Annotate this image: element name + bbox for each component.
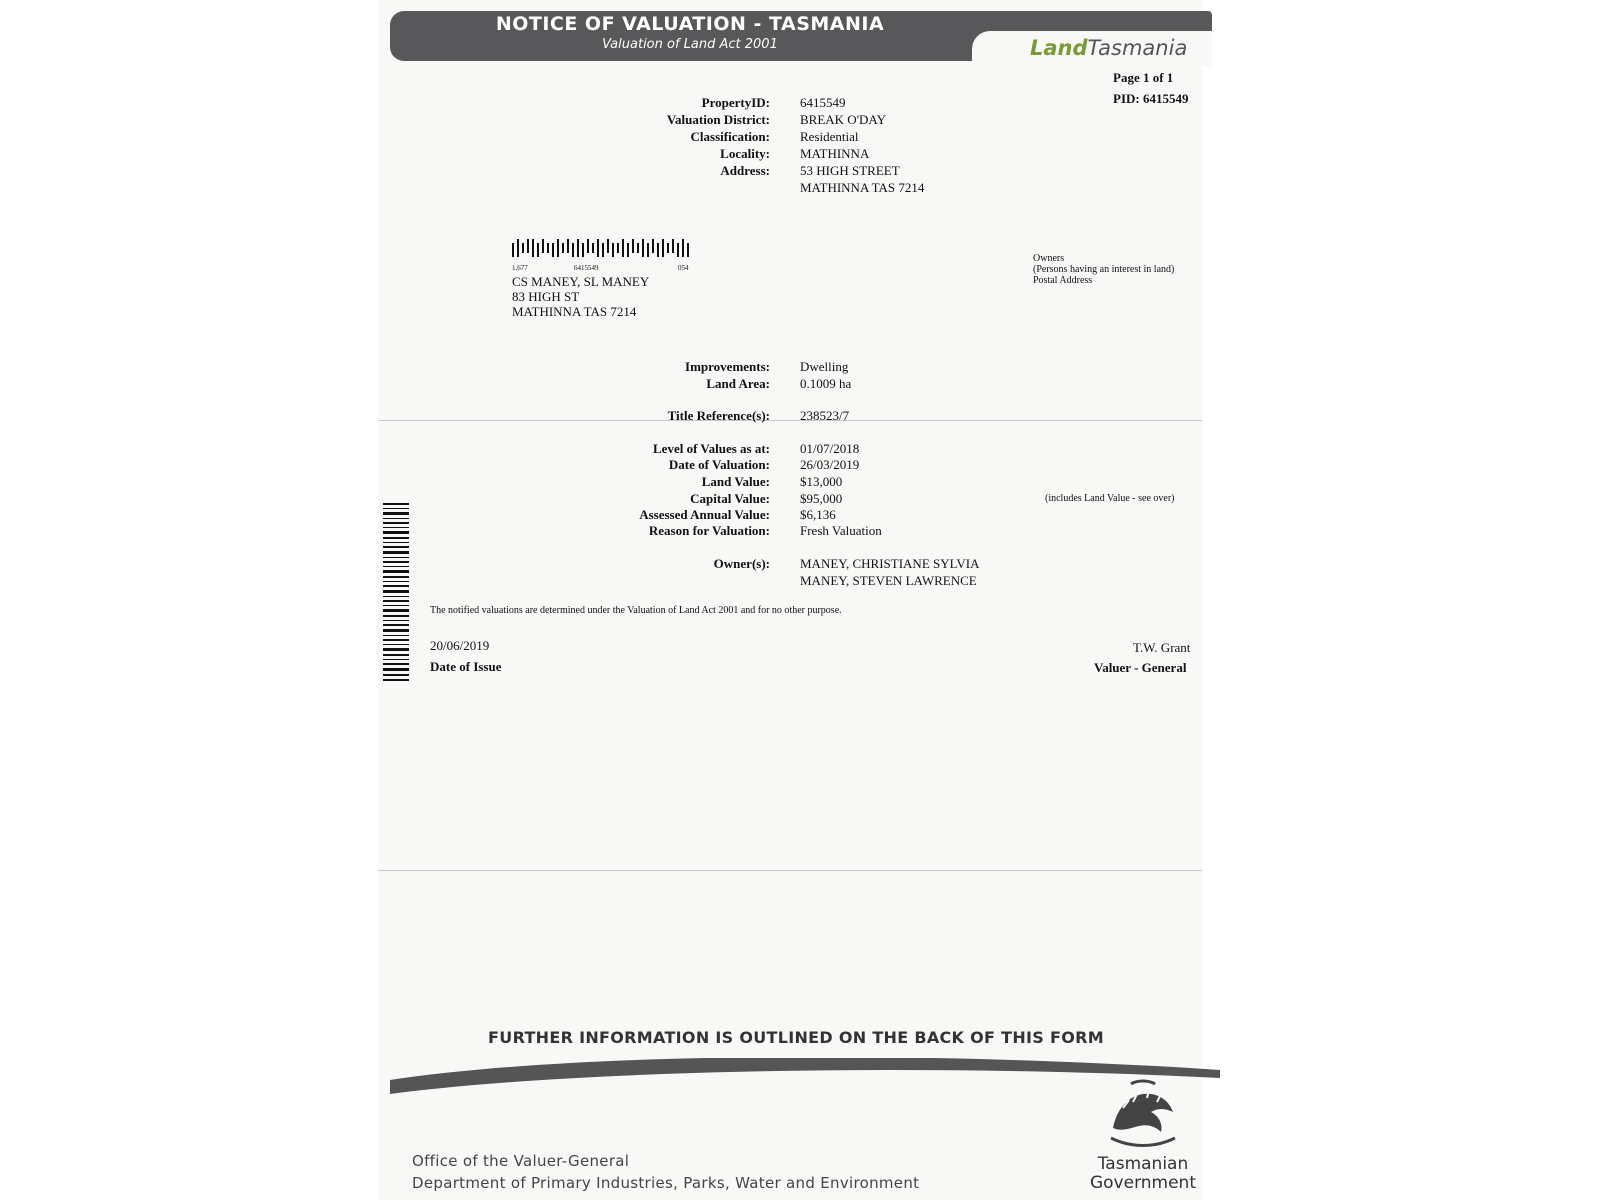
title-reference-value: 238523/7 — [800, 408, 850, 423]
capital-value-note: (includes Land Value - see over) — [1045, 493, 1175, 504]
property-id-value: 6415549 — [800, 95, 846, 110]
issue-date-label: Date of Issue — [430, 659, 502, 674]
gov-line1: Tasmanian — [1097, 1154, 1189, 1174]
department-name: Department of Primary Industries, Parks, Water and Environment — [412, 1174, 920, 1192]
level-of-values-label: Level of Values as at: — [653, 441, 770, 456]
tasmanian-government-logo — [1078, 1078, 1208, 1198]
notice-page — [378, 0, 1202, 1200]
mailing-address — [512, 274, 649, 319]
improvements-label: Improvements: — [685, 359, 770, 374]
notice-subtitle: Valuation of Land Act 2001 — [602, 37, 778, 52]
classification-value: Residential — [800, 129, 859, 144]
mail-barcode — [512, 239, 690, 261]
office-address — [412, 1150, 919, 1194]
land-area-value: 0.1009 ha — [800, 376, 852, 391]
date-of-valuation-label: Date of Valuation: — [668, 457, 770, 472]
address-line1-value: 53 HIGH STREET — [800, 163, 900, 178]
tasmanian-tiger-icon — [1103, 1078, 1183, 1150]
improvements-value: Dwelling — [800, 359, 849, 374]
classification-label: Classification: — [690, 129, 770, 144]
mailing-town: MATHINNA TAS 7214 — [512, 304, 637, 319]
capital-value-value: $95,000 — [800, 491, 843, 506]
barcode-left-code: 1.677 — [512, 264, 528, 272]
capital-value-label: Capital Value: — [690, 491, 770, 506]
valuation-district-value: BREAK O'DAY — [800, 112, 887, 127]
assessed-annual-value-value: $6,136 — [800, 507, 836, 522]
determination-note: The notified valuations are determined under the Valuation of Land Act 2001 and for no other purpose. — [430, 605, 842, 616]
owners-postal-note: Owners (Persons having an interest in land) Postal Address — [1033, 253, 1175, 286]
valuer-name: T.W. Grant — [1133, 640, 1191, 655]
address-label: Address: — [720, 163, 770, 178]
further-info-banner: FURTHER INFORMATION IS OUTLINED ON THE BACK OF THIS FORM — [488, 1028, 1104, 1047]
land-value-value: $13,000 — [800, 474, 843, 489]
valuer-title: Valuer - General — [1094, 660, 1187, 675]
assessed-annual-value-label: Assessed Annual Value: — [639, 507, 770, 522]
issue-date: 20/06/2019 — [430, 638, 490, 653]
land-value-label: Land Value: — [701, 474, 770, 489]
barcode-right-code: 054 — [678, 264, 689, 272]
office-name: Office of the Valuer-General — [412, 1152, 630, 1170]
notice-title: NOTICE OF VALUATION - TASMANIA — [495, 13, 885, 35]
reason-for-valuation-value: Fresh Valuation — [800, 523, 882, 538]
locality-label: Locality: — [720, 146, 770, 161]
mailing-street: 83 HIGH ST — [512, 289, 580, 304]
side-barcode — [383, 503, 411, 681]
pid-label: PID: 6415549 — [1113, 91, 1189, 106]
fold-line — [378, 870, 1202, 871]
owner-1: MANEY, CHRISTIANE SYLVIA — [800, 556, 980, 571]
valuation-district-label: Valuation District: — [666, 112, 770, 127]
land-tasmania-logo: LandTasmania — [1030, 36, 1188, 60]
gov-line2: Government — [1089, 1173, 1197, 1193]
property-id-label: PropertyID: — [701, 95, 770, 110]
level-of-values-value: 01/07/2018 — [800, 441, 860, 456]
title-reference-label: Title Reference(s): — [667, 408, 770, 423]
land-area-label: Land Area: — [706, 376, 770, 391]
date-of-valuation-value: 26/03/2019 — [800, 457, 860, 472]
barcode-mid-code: 6415549 — [574, 264, 599, 272]
page-number: Page 1 of 1 — [1113, 70, 1174, 85]
mailing-name: CS MANEY, SL MANEY — [512, 274, 650, 289]
owners-label: Owner(s): — [713, 556, 770, 571]
owner-2: MANEY, STEVEN LAWRENCE — [800, 573, 977, 588]
reason-for-valuation-label: Reason for Valuation: — [648, 523, 770, 538]
locality-value: MATHINNA — [800, 146, 870, 161]
address-line2-value: MATHINNA TAS 7214 — [800, 180, 925, 195]
